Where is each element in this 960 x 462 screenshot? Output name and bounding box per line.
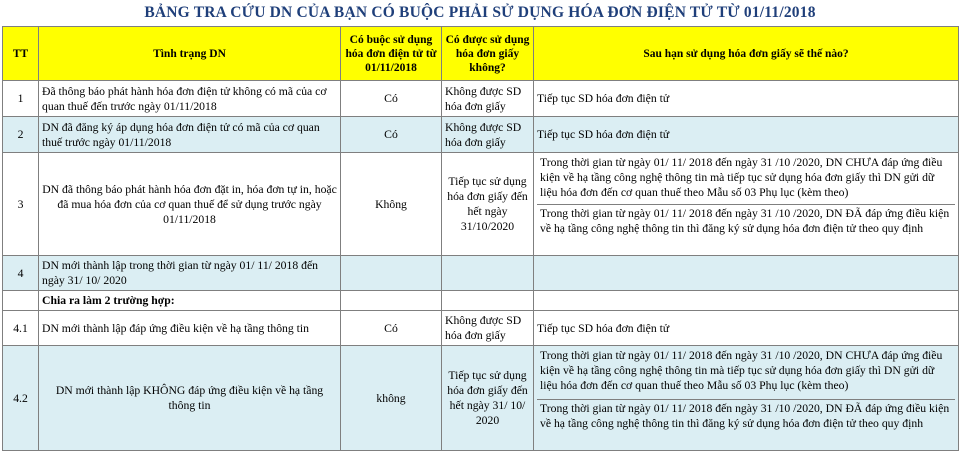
row-after bbox=[534, 346, 959, 451]
row-number bbox=[3, 291, 39, 311]
row-after: Tiếp tục SD hóa đơn điện tử bbox=[534, 311, 959, 346]
row-paper-allowed: Tiếp tục sử dụng hóa đơn giấy đến hết ngày 31/ 10/ 2020 bbox=[442, 346, 534, 451]
row-number: 1 bbox=[3, 81, 39, 117]
table-row bbox=[3, 256, 959, 291]
table-row bbox=[3, 291, 959, 311]
row-paper-allowed: Không được SD hóa đơn giấy bbox=[442, 311, 534, 346]
row-paper-allowed: Không được SD hóa đơn giấy bbox=[442, 81, 534, 117]
row-required: Không bbox=[341, 153, 442, 256]
row-after bbox=[534, 256, 959, 291]
header-row bbox=[3, 27, 959, 81]
row-after: Tiếp tục SD hóa đơn điện tử bbox=[534, 117, 959, 153]
after-case-ready: Trong thời gian từ ngày 01/ 11/ 2018 đến ngày 31 /10 /2020, DN ĐÃ đáp ứng điều kiện về hạ tầng công nghệ thông tin thì đăng ký sử dụng hóa đơn điện tử theo quy định bbox=[537, 204, 955, 254]
row-required bbox=[341, 291, 442, 311]
row-status: DN mới thành lập trong thời gian từ ngày 01/ 11/ 2018 đến ngày 31/ 10/ 2020 bbox=[39, 256, 341, 291]
header-required: Có buộc sử dụng hóa đơn điện tử từ 01/11/2018 bbox=[341, 27, 442, 81]
row-after: Tiếp tục SD hóa đơn điện tử bbox=[534, 81, 959, 117]
row-required: Có bbox=[341, 117, 442, 153]
header-status: Tình trạng DN bbox=[39, 27, 341, 81]
row-number: 4 bbox=[3, 256, 39, 291]
after-case-not-ready: Trong thời gian từ ngày 01/ 11/ 2018 đến ngày 31 /10 /2020, DN CHƯA đáp ứng điều kiện về hạ tầng công nghệ thông tin mà tiếp tục sử dụng hóa đơn giấy thì DN gửi dữ liệu hóa đơn đến cơ quan thuế theo Mẫu số 03 Phụ lục (kèm theo) bbox=[540, 349, 943, 392]
row-status: DN đã thông báo phát hành hóa đơn đặt in, hóa đơn tự in, hoặc đã mua hóa đơn của cơ quan thuế để sử dụng trước ngày 01/11/2018 bbox=[39, 153, 341, 256]
row-after bbox=[534, 291, 959, 311]
row-status-subheading: Chia ra làm 2 trường hợp: bbox=[39, 291, 341, 311]
row-number: 2 bbox=[3, 117, 39, 153]
row-required bbox=[341, 256, 442, 291]
row-after bbox=[534, 153, 959, 256]
after-case-not-ready: Trong thời gian từ ngày 01/ 11/ 2018 đến ngày 31 /10 /2020, DN CHƯA đáp ứng điều kiện về hạ tầng công nghệ thông tin mà tiếp tục sử dụng hóa đơn giấy thì DN gửi dữ liệu hóa đơn đến cơ quan thuế theo Mẫu số 03 Phụ lục (kèm theo) bbox=[540, 156, 943, 199]
header-tt: TT bbox=[3, 27, 39, 81]
lookup-table bbox=[2, 26, 959, 451]
row-status: Đã thông báo phát hành hóa đơn điện tử không có mã của cơ quan thuế đến trước ngày 01/11/2018 bbox=[39, 81, 341, 117]
header-after-deadline: Sau hạn sử dụng hóa đơn giấy sẽ thế nào? bbox=[534, 27, 959, 81]
row-required: Có bbox=[341, 81, 442, 117]
row-number: 4.2 bbox=[3, 346, 39, 451]
row-status: DN mới thành lập KHÔNG đáp ứng điều kiện về hạ tầng thông tin bbox=[39, 346, 341, 451]
row-status: DN đã đăng ký áp dụng hóa đơn điện tử có mã của cơ quan thuế trước ngày 01/11/2018 bbox=[39, 117, 341, 153]
table-row bbox=[3, 346, 959, 451]
table-row bbox=[3, 153, 959, 256]
row-number: 3 bbox=[3, 153, 39, 256]
table-row bbox=[3, 81, 959, 117]
page-title: BẢNG TRA CỨU DN CỦA BẠN CÓ BUỘC PHẢI SỬ DỤNG HÓA ĐƠN ĐIỆN TỬ TỪ 01/11/2018 bbox=[144, 4, 816, 21]
header-paper-allowed: Có được sử dụng hóa đơn giấy không? bbox=[442, 27, 534, 81]
row-required: không bbox=[341, 346, 442, 451]
table-row bbox=[3, 117, 959, 153]
row-status: DN mới thành lập đáp ứng điều kiện về hạ tầng thông tin bbox=[39, 311, 341, 346]
row-paper-allowed bbox=[442, 256, 534, 291]
after-case-ready: Trong thời gian từ ngày 01/ 11/ 2018 đến ngày 31 /10 /2020, DN ĐÃ đáp ứng điều kiện về hạ tầng công nghệ thông tin thì đăng ký sử dụng hóa đơn điện tử theo quy định bbox=[537, 399, 955, 449]
row-paper-allowed bbox=[442, 291, 534, 311]
row-paper-allowed: Không được SD hóa đơn giấy bbox=[442, 117, 534, 153]
row-paper-allowed: Tiếp tục sử dụng hóa đơn giấy đến hết ngày 31/10/2020 bbox=[442, 153, 534, 256]
row-required: Có bbox=[341, 311, 442, 346]
table-row bbox=[3, 311, 959, 346]
row-number: 4.1 bbox=[3, 311, 39, 346]
